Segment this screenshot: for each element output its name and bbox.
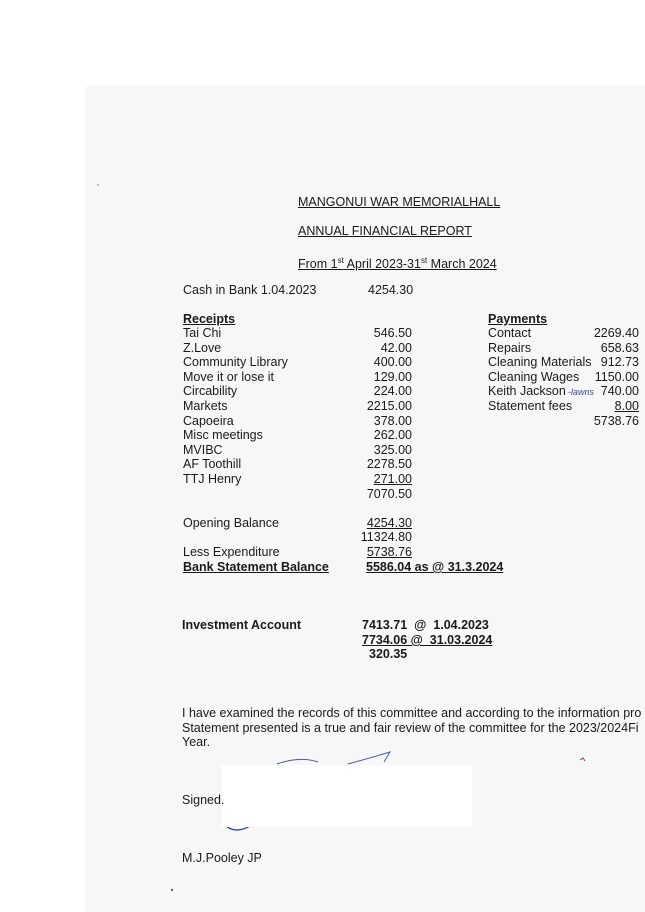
opening-balance-value: 4254.30	[366, 516, 412, 530]
receipt-name: Capoeira	[183, 413, 234, 428]
investment-label: Investment Account	[182, 618, 302, 632]
receipt-name: Community Library	[183, 355, 288, 370]
less-expenditure-label: Less Expenditure	[183, 545, 280, 559]
payment-name: Keith Jackson	[488, 384, 566, 399]
payment-name: Repairs	[488, 340, 532, 355]
investment-line2: 7734.06 @ 31.03.2024	[362, 633, 493, 647]
receipt-name: Move it or lose it	[183, 369, 275, 384]
statement-line-2: Statement presented is a true and fair review of the committee for the 2023/2024Fi	[182, 721, 639, 735]
receipt-amount: 400.00	[373, 355, 412, 370]
speck-dot	[97, 184, 99, 186]
cash-label: Cash in Bank 1.04.2023	[183, 283, 317, 297]
payments-total: 5738.76	[593, 414, 639, 428]
payment-amount: 740.00	[600, 384, 639, 399]
receipt-amount: 2215.00	[366, 399, 412, 413]
report-period: From 1st April 2023-31st March 2024	[298, 256, 497, 272]
cash-value: 4254.30	[368, 283, 414, 297]
payment-amount: 912.73	[600, 355, 639, 370]
payment-name: Cleaning Wages	[488, 369, 580, 384]
signatory-name: M.J.Pooley JP	[182, 851, 262, 865]
statement-line-3: Year.	[182, 735, 211, 749]
subtotal-value: 11324.80	[360, 530, 412, 544]
payments-heading: Payments	[488, 312, 548, 326]
payment-name: Cleaning Materials	[488, 355, 592, 370]
receipt-amount: 271.00	[373, 472, 412, 486]
receipt-name: AF Toothill	[183, 457, 242, 472]
receipt-amount: 129.00	[373, 369, 412, 384]
receipt-name: Tai Chi	[183, 326, 222, 340]
payment-handwritten-note: -lawns	[568, 387, 595, 398]
receipt-amount: 325.00	[373, 442, 412, 457]
payment-name: Contact	[488, 326, 532, 340]
receipt-name: Z.Love	[183, 340, 222, 355]
investment-line1: 7413.71 @ 1.04.2023	[362, 618, 489, 632]
payment-amount: 658.63	[600, 340, 639, 355]
signed-label: Signed.	[182, 793, 225, 807]
investment-difference: 320.35	[369, 647, 408, 661]
receipts-heading: Receipts	[183, 312, 236, 326]
receipt-amount: 42.00	[380, 340, 412, 355]
speck-dot	[171, 889, 173, 891]
signature-stroke-2	[348, 752, 390, 764]
report-title: MANGONUI WAR MEMORIALHALL	[298, 195, 501, 209]
payment-name: Statement fees	[488, 399, 573, 413]
payment-amount: 2269.40	[593, 326, 639, 340]
payment-amount: 1150.00	[594, 369, 639, 384]
receipt-name: MVIBC	[183, 442, 223, 457]
receipt-name: Misc meetings	[183, 428, 263, 443]
receipt-amount: 2278.50	[366, 457, 412, 472]
bank-statement-label: Bank Statement Balance	[183, 560, 329, 574]
ink-mark	[580, 758, 585, 761]
receipt-amount: 262.00	[373, 428, 412, 443]
report-subtitle: ANNUAL FINANCIAL REPORT	[298, 224, 472, 238]
redacted-signature-area	[222, 765, 472, 827]
statement-line-1: I have examined the records of this committee and according to the information pro	[182, 706, 642, 720]
receipt-name: Markets	[183, 399, 228, 413]
receipts-total: 7070.50	[366, 487, 412, 501]
less-expenditure-value: 5738.76	[366, 545, 412, 559]
receipt-name: Circability	[183, 384, 238, 399]
signature-stroke-1	[277, 759, 318, 764]
opening-balance-label: Opening Balance	[183, 516, 279, 530]
receipt-name: TTJ Henry	[183, 472, 242, 486]
receipt-amount: 378.00	[373, 413, 412, 428]
receipt-amount: 546.50	[373, 326, 412, 340]
receipt-amount: 224.00	[373, 384, 412, 399]
payment-amount: 8.00	[614, 399, 639, 413]
bank-statement-value: 5586.04 as @ 31.3.2024	[366, 560, 504, 574]
